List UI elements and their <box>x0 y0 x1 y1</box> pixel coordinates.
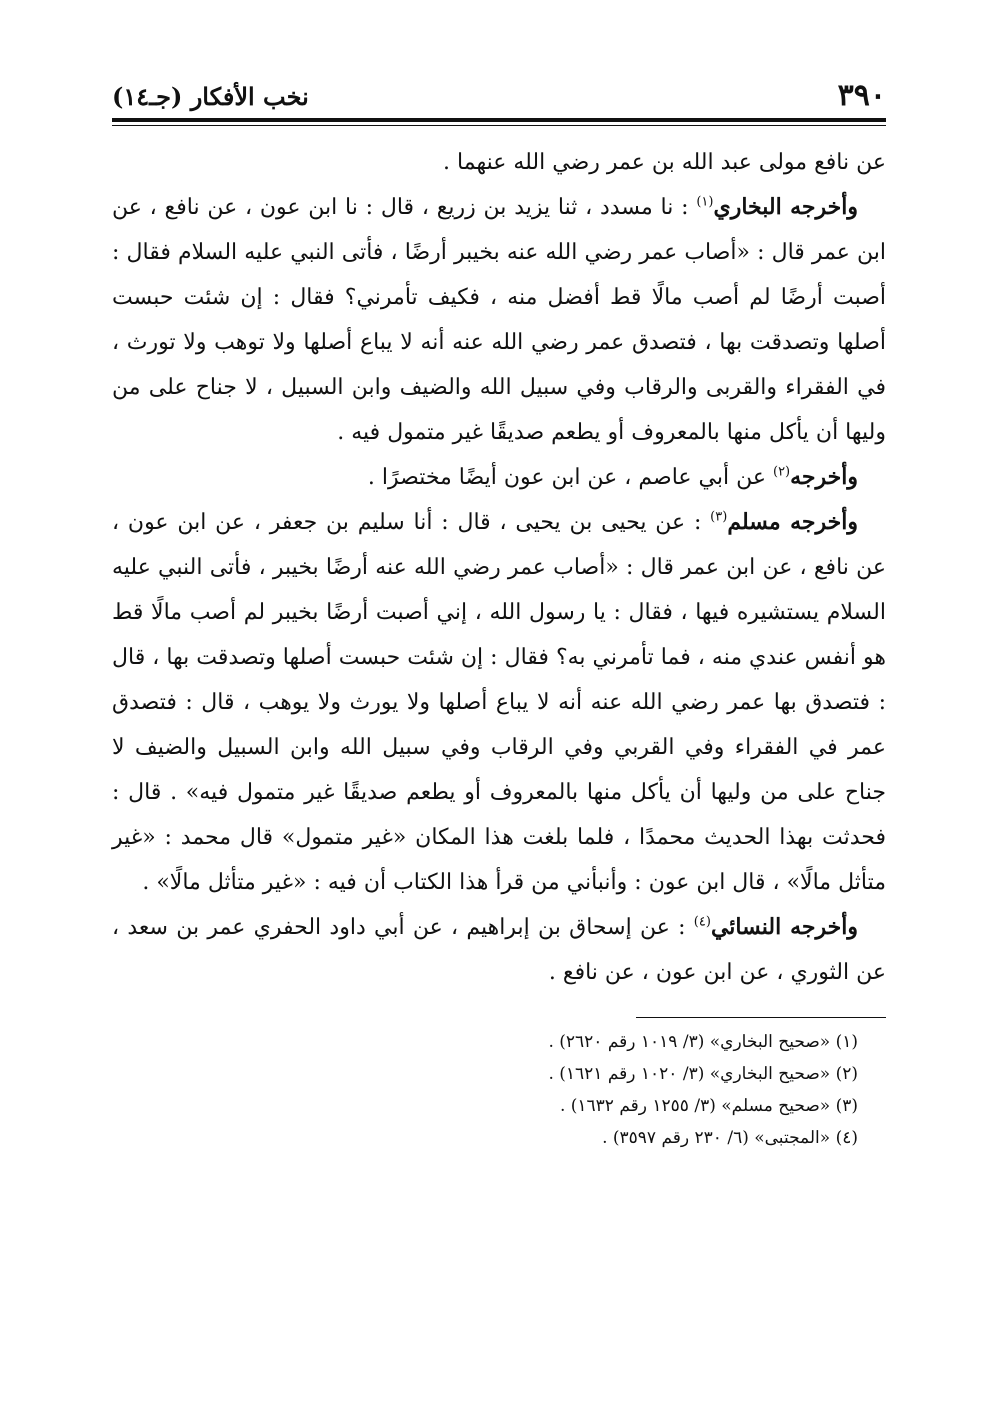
paragraph-text: : نا مسدد ، ثنا يزيد بن زريع ، قال : نا ابن عون ، عن نافع ، عن ابن عمر قال : «أصاب عمر رضي الله عنه بخيبر أرضًا ، فأتى النبي عليه السلام فقال : أصبت أرضًا لم أصب مالًا قط أفضل منه ، فكيف تأمرني؟ فقال : إن شئت حبست أصلها وتصدقت بها ، فتصدق عمر رضي الله عنه أنه لا يباع أصلها ولا توهب ولا تورث ، في الفقراء والقربى والرقاب وفي سبيل الله والضيف وابن السبيل ، لا جناح على من وليها أن يأكل منها بالمعروف أو يطعم صديقًا غير متمول فيه . <box>112 195 886 445</box>
paragraph-text: : عن يحيى بن يحيى ، قال : أنا سليم بن جعفر ، عن ابن عون ، عن نافع ، عن ابن عمر قال : «أصاب عمر رضي الله عنه أرضًا بخيبر ، فأتى النبي عليه السلام يستشيره فيها ، فقال : يا رسول الله ، إني أصبت أرضًا بخيبر لم أصب مالًا قط هو أنفس عندي منه ، فما تأمرني به؟ فقال : إن شئت حبست أصلها وتصدقت بها ، قال : فتصدق بها عمر رضي الله عنه أنه لا يباع أصلها ولا يورث ولا يوهب ، قال : فتصدق عمر في الفقراء وفي القربي وفي الرقاب وفي سبيل الله وابن السبيل والضيف لا جناح على من وليها أن يأكل منها بالمعروف أو يطعم صديقًا غير متمول فيه» . قال : فحدثت بهذا الحديث محمدًا ، فلما بلغت هذا المكان «غير متمول» قال محمد : «غير متأثل مالًا» ، قال ابن عون : وأنبأني من قرأ هذا الكتاب أن فيه : «غير متأثل مالًا» . <box>112 510 886 895</box>
paragraph-bukhari <box>112 185 886 455</box>
paragraph-text: : عن إسحاق بن إبراهيم ، عن أبي داود الحفري عمر بن سعد ، عن الثوري ، عن ابن عون ، عن نافع . <box>112 915 886 985</box>
main-text <box>112 140 886 995</box>
paragraph-lead: وأخرجه البخاري <box>713 194 858 220</box>
running-title: نخب الأفكار (جـ١٤) <box>112 82 309 111</box>
header-rule-thin <box>112 125 886 126</box>
paragraph-lead: وأخرجه <box>790 464 858 490</box>
footnote-2: (٢) «صحيح البخاري» (٣/ ١٠٢٠ رقم ١٦٢١) . <box>548 1064 858 1084</box>
paragraph-lead: وأخرجه النسائي <box>710 914 858 940</box>
footnote-4: (٤) «المجتبى» (٦/ ٢٣٠ رقم ٣٥٩٧) . <box>602 1128 858 1148</box>
footnote-ref: (٢) <box>772 464 791 480</box>
footnotes <box>112 1026 886 1154</box>
paragraph-text: عن أبي عاصم ، عن ابن عون أيضًا مختصرًا . <box>367 465 766 490</box>
footnote-ref: (١) <box>696 194 714 210</box>
paragraph-nasai <box>112 905 886 995</box>
footnote-ref: (٣) <box>710 509 728 525</box>
footnote-3: (٣) «صحيح مسلم» (٣/ ١٢٥٥ رقم ١٦٣٢) . <box>559 1096 858 1116</box>
paragraph-bukhari-2 <box>112 455 886 500</box>
footnote-separator <box>636 1017 886 1018</box>
footnote-1: (١) «صحيح البخاري» (٣/ ١٠١٩ رقم ٢٦٢٠) . <box>548 1032 858 1052</box>
paragraph-continuation: عن نافع مولى عبد الله بن عمر رضي الله عنهما . <box>443 150 886 175</box>
book-page <box>112 70 886 1154</box>
page-header <box>112 70 886 114</box>
footnote-ref: (٤) <box>693 914 711 930</box>
header-rule-thick <box>112 118 886 122</box>
paragraph-muslim <box>112 500 886 905</box>
page-number: ٣٩٠ <box>837 78 886 113</box>
paragraph-lead: وأخرجه مسلم <box>727 509 858 535</box>
